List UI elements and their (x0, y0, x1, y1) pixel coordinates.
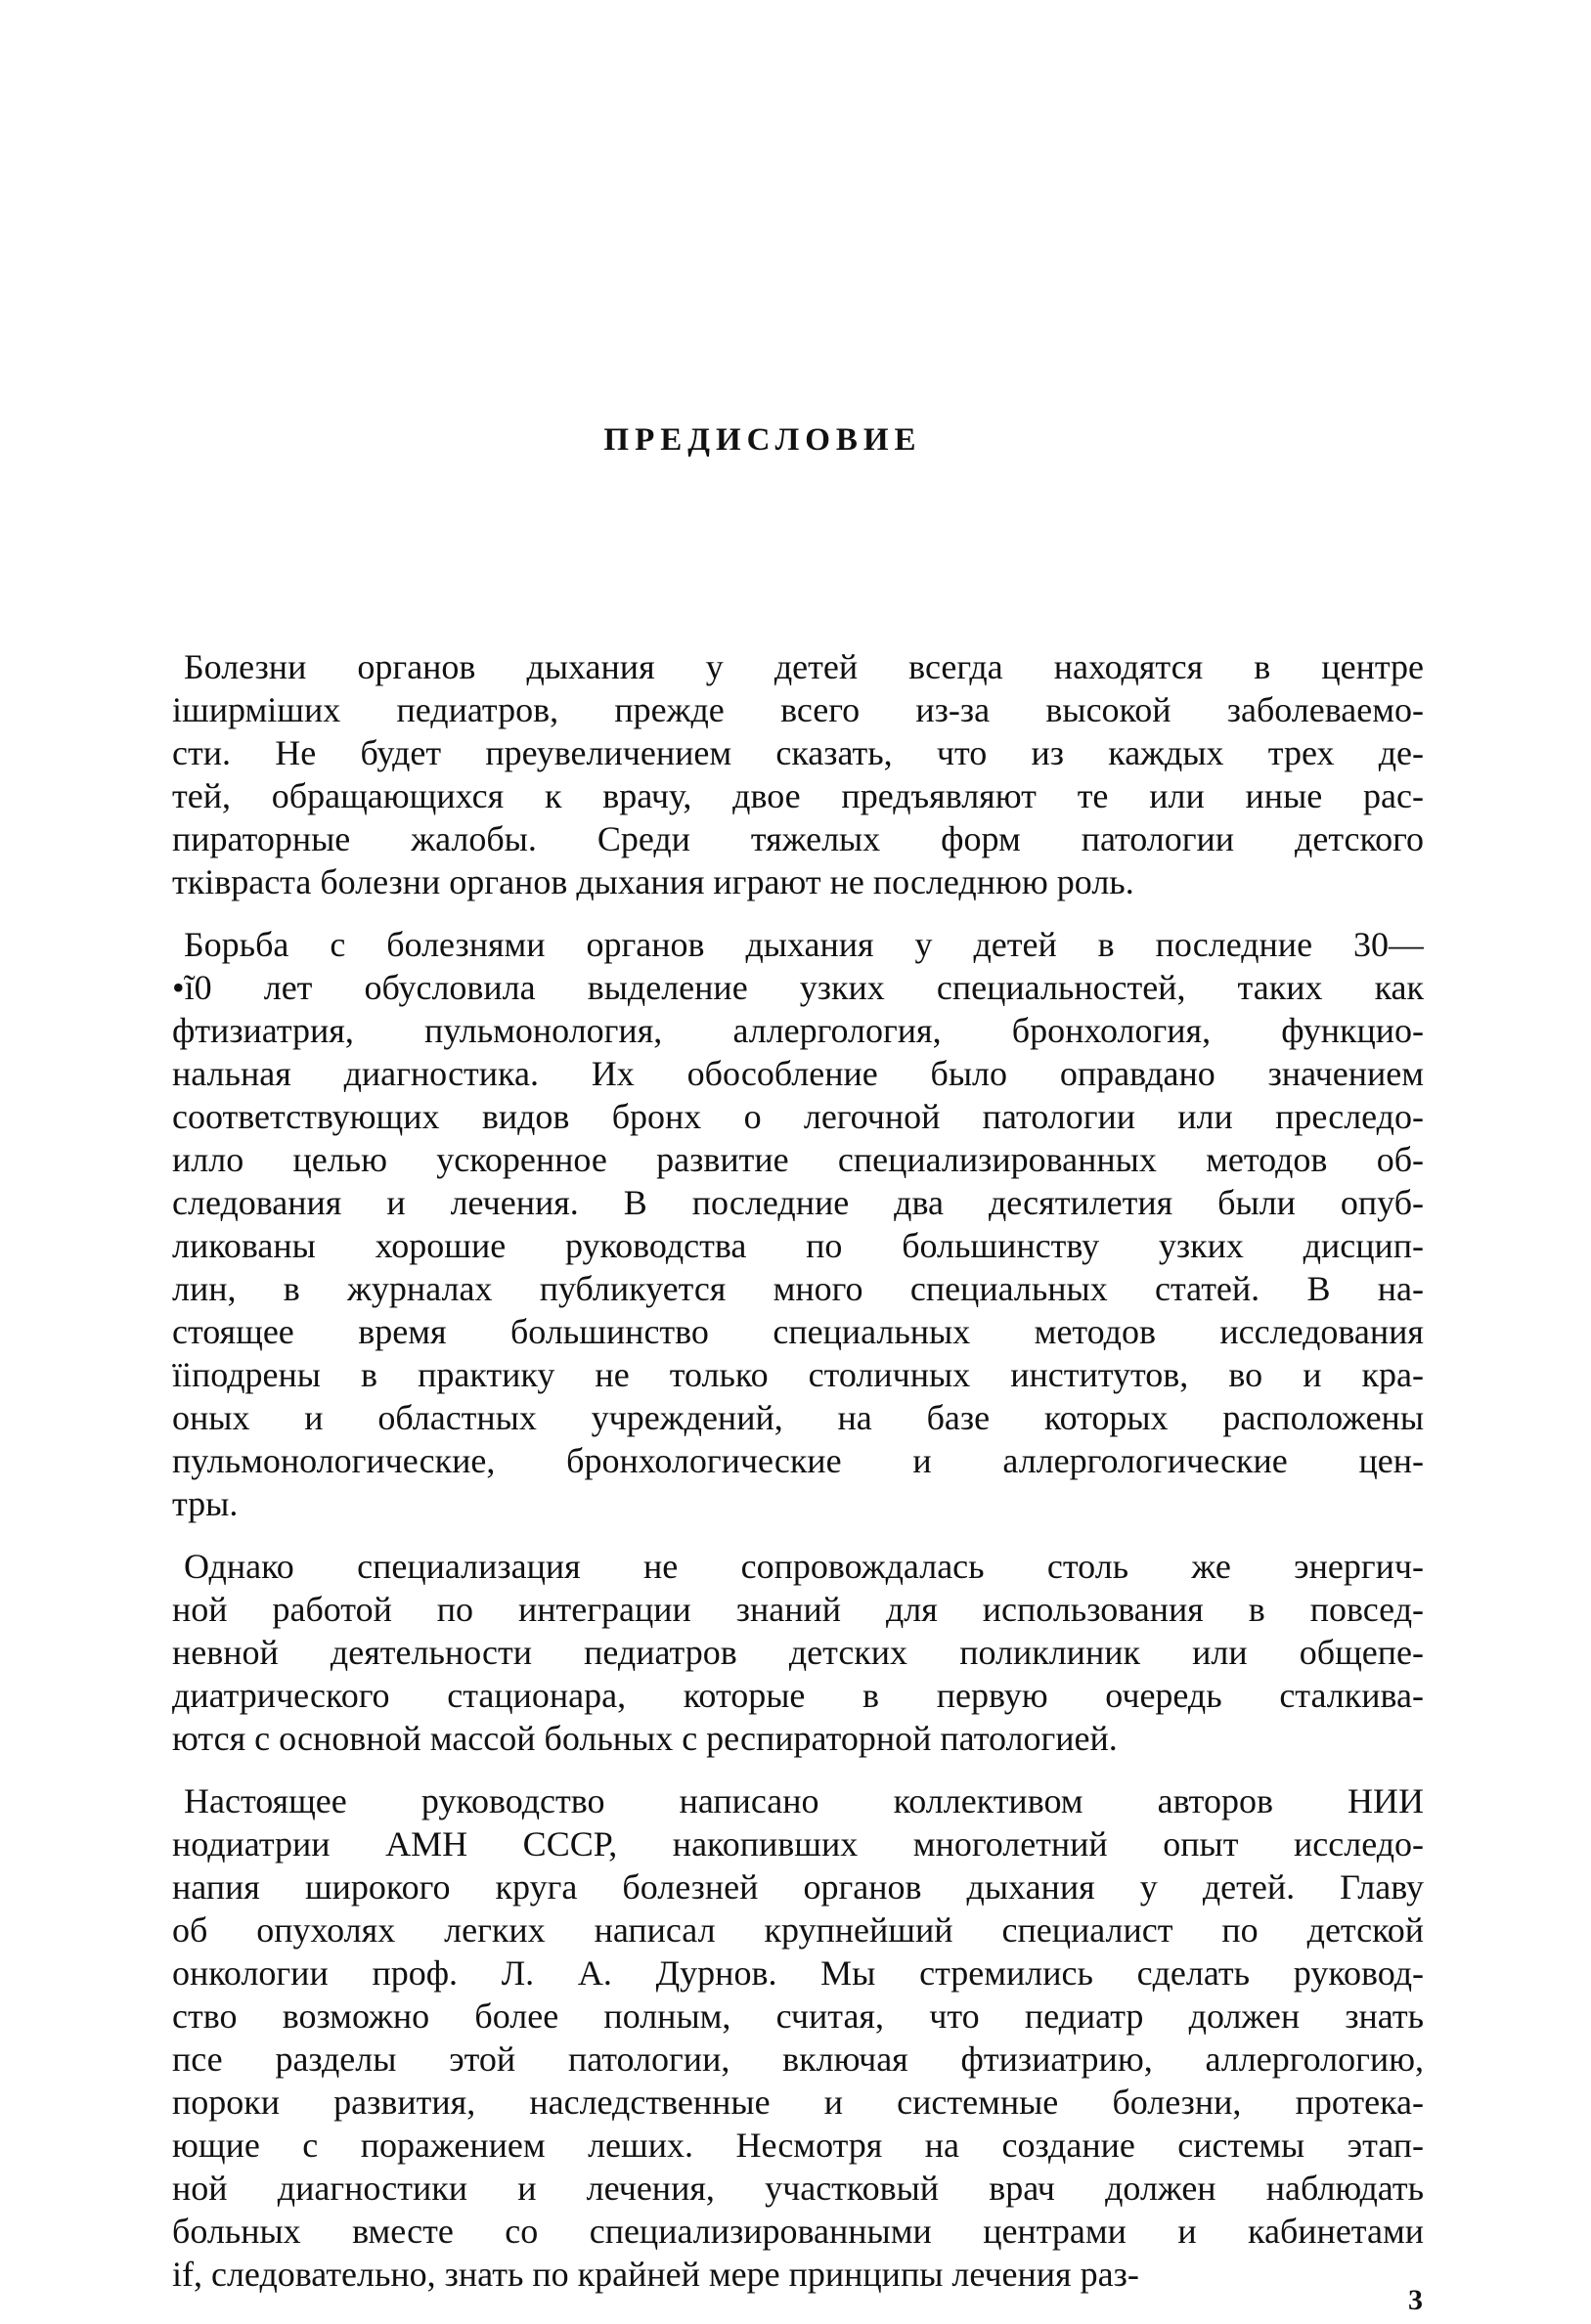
paragraph (172, 1779, 1424, 2296)
text-line: ются с основной массой больных с респираторной патологией. (172, 1719, 1118, 1758)
text-line: нальная диагностика. Их обособление было оправдано значением (172, 1054, 1424, 1093)
text-line: пороки развития, наследственные и системные болезни, протека- (172, 2083, 1424, 2122)
text-line: Однако специализация не сопровождалась столь же энергич- (184, 1547, 1424, 1586)
text-line: напия широкого круга болезней органов дыхания у детей. Главу (172, 1867, 1424, 1907)
paragraph (172, 923, 1424, 1525)
text-line: нодиатрии АМН СССР, накопивших многолетний опыт исследо- (172, 1824, 1424, 1864)
text-line: ликованы хорошие руководства по большинству узких дисцип- (172, 1226, 1424, 1265)
text-line: сти. Не будет преувеличением сказать, что из каждых трех де- (172, 733, 1424, 772)
text-line: пульмонологические, бронхологические и аллергологические цен- (172, 1441, 1424, 1480)
text-line: соответствующих видов бронх о легочной патологии или преследо- (172, 1097, 1424, 1136)
text-line: тківраста болезни органов дыхания играют не последнюю роль. (172, 862, 1134, 901)
text-line: іширміших педиатров, прежде всего из-за высокой заболеваемо- (172, 690, 1424, 729)
text-line: псе разделы этой патологии, включая фтизиатрию, аллергологию, (172, 2039, 1424, 2079)
text-line: їіподрены в практику не только столичных институтов, во и кра- (172, 1355, 1424, 1394)
text-line: диатрического стационара, которые в первую очередь сталкива- (172, 1676, 1424, 1715)
page-number: 3 (1408, 2284, 1423, 2316)
text-line: фтизиатрия, пульмонология, аллергология, бронхология, функцио- (172, 1011, 1424, 1050)
text-line: Борьба с болезнями органов дыхания у детей в последние 30— (184, 925, 1424, 964)
text-line: невной деятельности педиатров детских поликлиник или общепе- (172, 1633, 1424, 1672)
text-line: об опухолях легких написал крупнейший специалист по детской (172, 1910, 1424, 1950)
text-line: ной диагностики и лечения, участковый врач должен наблюдать (172, 2169, 1424, 2208)
text-line: илло целью ускоренное развитие специализированных методов об- (172, 1140, 1424, 1179)
text-line: онкологии проф. Л. А. Дурнов. Мы стремились сделать руковод- (172, 1953, 1424, 1993)
text-line: тры. (172, 1484, 239, 1523)
text-line: следования и лечения. В последние два десятилетия были опуб- (172, 1183, 1424, 1222)
text-line: ство возможно более полным, считая, что педиатр должен знать (172, 1996, 1424, 2036)
text-line: больных вместе со специализированными центрами и кабинетами (172, 2212, 1424, 2251)
body-text (172, 645, 1424, 2315)
text-line: пираторные жалобы. Среди тяжелых форм патологии детского (172, 819, 1424, 858)
text-line: тей, обращающихся к врачу, двое предъявляют те или иные рас- (172, 776, 1424, 815)
text-line: Настоящее руководство написано коллективом авторов НИИ (184, 1781, 1424, 1820)
text-line: лин, в журналах публикуется много специальных статей. В на- (172, 1269, 1424, 1308)
text-line: ющие с поражением леших. Несмотря на создание системы этап- (172, 2126, 1424, 2165)
text-line: оных и областных учреждений, на базе которых расположены (172, 1398, 1424, 1437)
text-line: стоящее время большинство специальных методов исследования (172, 1312, 1424, 1351)
text-line: ной работой по интеграции знаний для использования в повсед- (172, 1590, 1424, 1629)
paragraph (172, 645, 1424, 903)
text-line: if, следовательно, знать по крайней мере принципы лечения раз- (172, 2255, 1139, 2294)
paragraph (172, 1545, 1424, 1760)
text-line: Болезни органов дыхания у детей всегда находятся в центре (184, 647, 1424, 686)
text-line: •ĩ0 лет обусловила выделение узких специальностей, таких как (172, 968, 1424, 1007)
page-title: ПРЕДИСЛОВИЕ (603, 422, 922, 458)
